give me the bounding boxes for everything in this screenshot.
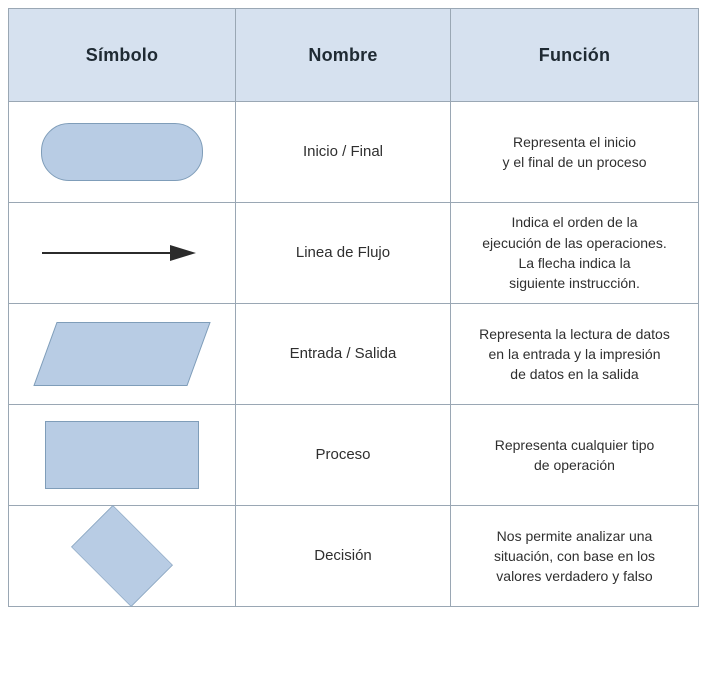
shape-container — [9, 304, 235, 404]
function-line: ejecución de las operaciones. — [482, 234, 667, 251]
function-line: Nos permite analizar una — [496, 527, 653, 544]
name-cell-flow-line: Linea de Flujo — [236, 203, 451, 304]
rectangle-shape — [45, 421, 199, 489]
terminator-shape — [41, 123, 203, 181]
table-row — [9, 102, 699, 203]
function-line: situación, con base en los — [493, 547, 656, 564]
shape-container — [9, 102, 235, 202]
arrow-head — [170, 245, 196, 261]
table-header-row — [9, 9, 699, 102]
column-header-symbol: Símbolo — [9, 9, 236, 102]
name-cell-terminator: Inicio / Final — [236, 102, 451, 203]
table-body — [9, 102, 699, 607]
function-line: Representa la lectura de datos — [479, 325, 670, 342]
function-line: Indica el orden de la — [511, 214, 638, 231]
name-cell-parallelogram: Entrada / Salida — [236, 304, 451, 405]
table-row — [9, 304, 699, 405]
shape-container — [9, 203, 235, 303]
function-line: en la entrada y la impresión — [488, 345, 661, 362]
name-cell-process: Proceso — [236, 405, 451, 506]
table-row — [9, 506, 699, 607]
function-line: de datos en la salida — [510, 366, 639, 383]
flow-line-arrow-icon — [42, 243, 202, 263]
function-line: y el final de un proceso — [502, 154, 647, 170]
flowchart-symbols-table — [8, 8, 699, 607]
parallelogram-shape — [33, 322, 210, 386]
symbol-cell-parallelogram — [9, 304, 236, 405]
function-cell-process — [451, 405, 699, 506]
diamond-container — [37, 513, 207, 599]
table-header — [9, 9, 699, 102]
shape-container — [9, 506, 235, 606]
function-line: siguiente instrucción. — [509, 275, 640, 292]
symbol-cell-flow-line — [9, 203, 236, 304]
diamond-shape — [71, 505, 173, 607]
function-line: valores verdadero y falso — [496, 568, 653, 585]
arrow-shaft — [42, 252, 174, 254]
shape-container — [9, 405, 235, 505]
table-row — [9, 405, 699, 506]
function-cell-terminator — [451, 102, 699, 203]
function-line: Representa cualquier tipo — [494, 436, 655, 453]
symbol-cell-process — [9, 405, 236, 506]
symbol-cell-decision — [9, 506, 236, 607]
function-line: Representa el inicio — [513, 133, 636, 150]
function-line: de operación — [534, 457, 615, 473]
name-cell-decision: Decisión — [236, 506, 451, 607]
table-row — [9, 203, 699, 304]
column-header-name: Nombre — [236, 9, 451, 102]
function-cell-parallelogram — [451, 304, 699, 405]
column-header-function: Función — [451, 9, 699, 102]
function-cell-flow-line — [451, 203, 699, 304]
function-cell-decision — [451, 506, 699, 607]
function-line: La flecha indica la — [518, 255, 631, 271]
symbol-cell-terminator — [9, 102, 236, 203]
flowchart-symbols-sheet — [0, 8, 710, 681]
